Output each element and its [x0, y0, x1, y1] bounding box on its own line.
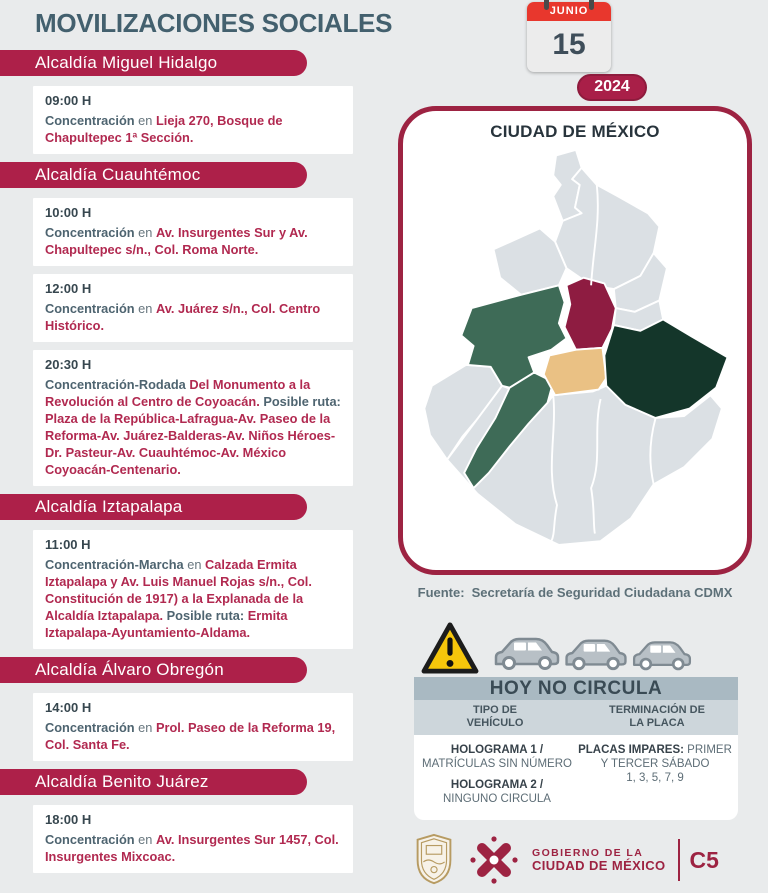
placas-text: PRIMER Y TERCER SÁBADO — [600, 744, 732, 770]
hoy-no-circula-panel — [414, 620, 738, 820]
car-icon — [494, 633, 560, 673]
section-header-cuauhtemoc: Alcaldía Cuauhtémoc — [0, 162, 307, 188]
source-line — [398, 585, 752, 600]
event-card — [33, 530, 353, 649]
event-text: Posible ruta: — [166, 608, 248, 623]
hnc-col2-header — [576, 704, 738, 730]
cdmx-shield-icon — [414, 833, 454, 887]
city-map-panel — [398, 106, 752, 575]
warning-icon — [420, 621, 480, 675]
calendar-month: JUNIO — [527, 2, 611, 21]
hnc-plate-cell — [576, 743, 734, 806]
car-icon — [564, 635, 628, 673]
event-route: Plaza de la República-Lafragua-Av. Paseo de la Reforma-Av. Juárez-Balderas-Av. Niños Héroes-Dr. Pasteur-Av. Cuauhtémoc-Av. México Coyoacán-Centenario. — [45, 411, 336, 477]
calendar-ring-icon — [544, 0, 549, 10]
event-location: Lieja 270, Bosque de Chapultepec 1ª Sección. — [45, 113, 283, 145]
event-description — [45, 300, 341, 334]
holograma1-label: HOLOGRAMA 1 / — [450, 744, 544, 756]
event-route: Ermita Iztapalapa-Ayuntamiento-Aldama. — [45, 608, 288, 640]
hnc-details — [414, 735, 738, 820]
page-title: MOVILIZACIONES SOCIALES — [35, 8, 393, 38]
event-text: en — [134, 225, 156, 240]
section-header-miguel-hidalgo: Alcaldía Miguel Hidalgo — [0, 50, 307, 76]
hnc-col1-header — [414, 704, 576, 730]
events-column — [0, 48, 384, 881]
hnc-col1-header-line1: TIPO DE — [472, 704, 517, 716]
hnc-column-headers — [414, 700, 738, 735]
event-card — [33, 693, 353, 761]
event-location: Av. Insurgentes Sur y Av. Chapultepec s/n., Col. Roma Norte. — [45, 225, 308, 257]
section-header-iztapalapa: Alcaldía Iztapalapa — [0, 494, 307, 520]
event-description — [45, 719, 341, 753]
event-time: 10:00 H — [45, 205, 92, 220]
event-location: Calzada Ermita Iztapalapa y Av. Luis Manuel Rojas s/n., Col. Constitución de 1917) a la Explanada de la Alcaldía Iztapalapa. — [45, 557, 312, 623]
calendar-icon — [527, 2, 611, 72]
event-text: en — [134, 301, 156, 316]
event-time: 14:00 H — [45, 700, 92, 715]
event-text: Concentración — [45, 301, 135, 316]
map-region-benito-juarez — [544, 348, 607, 395]
source-text: Secretaría de Seguridad Ciudadana CDMX — [471, 585, 733, 600]
event-location: Prol. Paseo de la Reforma 19, Col. Santa Fe. — [45, 720, 336, 752]
event-text: Concentración — [45, 720, 135, 735]
calendar-day: 15 — [552, 28, 586, 61]
car-icon — [632, 637, 692, 673]
hnc-title: HOY NO CIRCULA — [414, 677, 738, 700]
holograma2-text: NINGUNO CIRCULA — [443, 793, 551, 805]
hnc-icon-row — [414, 620, 738, 677]
event-description — [45, 556, 341, 641]
hnc-col2-header-line2: LA PLACA — [629, 717, 685, 729]
event-time: 09:00 H — [45, 93, 92, 108]
event-time: 20:30 H — [45, 357, 92, 372]
event-text: Posible ruta: — [263, 394, 341, 409]
footer-divider — [678, 839, 680, 881]
gov-line1: GOBIERNO DE LA — [532, 846, 644, 859]
event-description — [45, 112, 341, 146]
event-text: en — [134, 720, 156, 735]
event-description — [45, 224, 341, 258]
holograma2-label: HOLOGRAMA 2 / — [450, 779, 544, 791]
cdmx-map — [407, 146, 743, 544]
event-time: 11:00 H — [45, 537, 91, 552]
cdmx-logo-icon — [468, 834, 520, 886]
hnc-vehicle-cell — [418, 743, 576, 806]
section-header-benito-juarez: Alcaldía Benito Juárez — [0, 769, 307, 795]
event-location: Del Monumento a la Revolución al Centro de Coyoacán. — [45, 377, 311, 409]
event-card — [33, 274, 353, 342]
placas-numbers: 1, 3, 5, 7, 9 — [626, 772, 684, 784]
footer — [414, 830, 738, 890]
event-card — [33, 350, 353, 486]
c5-logo: C5 — [689, 846, 719, 873]
event-time: 18:00 H — [45, 812, 92, 827]
government-wordmark — [532, 847, 666, 874]
source-label: Fuente: — [417, 585, 465, 600]
hnc-col1-header-line2: VEHÍCULO — [466, 717, 524, 729]
placas-label: PLACAS IMPARES: — [578, 744, 684, 756]
event-description — [45, 376, 341, 478]
section-header-alvaro-obregon: Alcaldía Álvaro Obregón — [0, 657, 307, 683]
map-title: CIUDAD DE MÉXICO — [490, 122, 660, 141]
event-text: Concentración — [45, 832, 135, 847]
gov-line2: CIUDAD DE MÉXICO — [532, 857, 666, 873]
event-time: 12:00 H — [45, 281, 92, 296]
event-card — [33, 805, 353, 873]
event-location: Av. Insurgentes Sur 1457, Col. Insurgentes Mixcoac. — [45, 832, 339, 864]
hnc-col2-header-line1: TERMINACIÓN DE — [609, 704, 705, 716]
event-card — [33, 198, 353, 266]
event-text: en — [134, 832, 156, 847]
event-description — [45, 831, 341, 865]
event-text: en — [183, 557, 206, 572]
event-text: Concentración-Marcha — [45, 557, 184, 572]
event-text: Concentración-Rodada — [45, 377, 190, 392]
event-text: Concentración — [45, 113, 135, 128]
calendar-ring-icon — [589, 0, 594, 10]
year-badge: 2024 — [577, 74, 647, 101]
holograma1-text: MATRÍCULAS SIN NÚMERO — [422, 758, 572, 770]
event-location: Av. Juárez s/n., Col. Centro Histórico. — [45, 301, 321, 333]
event-text: en — [134, 113, 156, 128]
event-card — [33, 86, 353, 154]
event-text: Concentración — [45, 225, 135, 240]
